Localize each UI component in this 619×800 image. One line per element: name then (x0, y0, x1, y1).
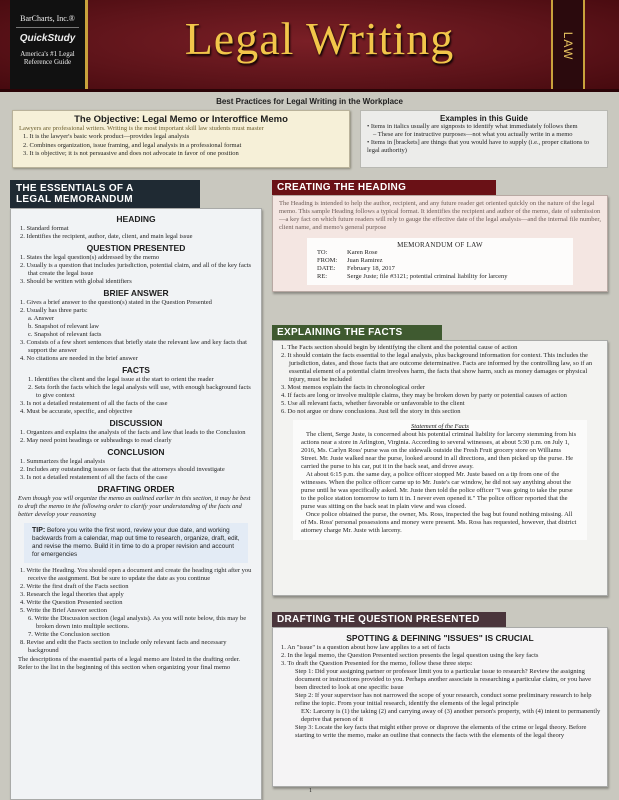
page-subtitle: Best Practices for Legal Writing in the Workplace (216, 97, 403, 106)
list-item: 2. May need point headings or subheadings to read clearly (20, 437, 172, 444)
subheading-drafting-order: DRAFTING ORDER (97, 484, 175, 494)
list-item: 3. Research the legal theories that apply (20, 591, 124, 598)
list-item: 2. Sets forth the facts which the legal analysis will use, with enough background facts to give context (28, 384, 251, 399)
list-item: b. Snapshot of relevant law (28, 323, 99, 330)
memo-row-re (317, 273, 563, 281)
list-item: 1. Gives a brief answer to the question(s) stated in the Question Presented (20, 299, 212, 306)
brand-block (10, 0, 88, 92)
list-item: 2. In the legal memo, the Question Presented section presents the legal question using the key facts (281, 652, 539, 659)
list-item: 4. No citations are needed in the brief answer (20, 355, 138, 362)
examples-line: • Items in italics usually are signposts to identify what immediately follows them (367, 123, 578, 130)
list-item: 7. Write the Conclusion section (28, 631, 110, 638)
list-item: 3. Consists of a few short sentences that briefly state the relevant law and key facts that support the answer (20, 339, 247, 354)
statement-of-facts (293, 420, 587, 540)
explaining-facts-header: EXPLAINING THE FACTS (272, 325, 442, 340)
essentials-header-line-1: THE ESSENTIALS OF A (16, 183, 134, 194)
list-item: 1. Write the Heading. You should open a document and create the heading right after you receive the assignment. But be sure to update the date as you continue (20, 567, 252, 582)
creating-heading-text: The Heading is intended to help the author, recipient, and any future reader get oriented quickly on the nature of the legal memo. This sample Heading follows a typical format. It identifies the recipient and author of the memo, date of submission—a key fact on which future readers will rely to gauge the effective date of the legal analysis—and the internal file number, client name, and memo's general purpose (279, 200, 601, 231)
example-item: EX: Larceny is (1) the taking (2) and carrying away of (3) another person's property, with (4) intent to permanently deprive that person of it (301, 708, 601, 723)
list-item: a. Answer (28, 315, 54, 322)
list-item: c. Snapshot of relevant facts (28, 331, 102, 338)
drafting-question-header: DRAFTING THE QUESTION PRESENTED (272, 612, 506, 627)
memo-key: RE: (317, 273, 328, 280)
list-item: 1. Organizes and explains the analysis of the facts and law that leads to the Conclusion (20, 429, 246, 436)
memo-value: Juan Ramirez (347, 257, 383, 264)
drafting-outro: The descriptions of the essential parts of a legal memo are listed in the drafting order. Refer to the list in the beginning of this section when organizing your final memo (18, 656, 241, 671)
spine-label-box (551, 0, 585, 92)
tip-text: Before you write the first word, review your due date, and working backwards from a calendar, map out time to research, organize, draft, edit, and revise the memo. Build it in time to do a proper revision and account for emergencies (32, 527, 240, 558)
memo-title: MEMORANDUM OF LAW (397, 241, 483, 249)
statement-paragraph: The client, Serge Juste, is concerned about his potential criminal liability for larceny stemming from his actions near a store in Arlington, Virginia. According to several witnesses, at about 5:30 p.m. on July 1, 2016, Ms. Carlyn Ross' purse was on the sidewalk outside the Fresh Fruit grocery store on Williams Street. Mr. Juste walked near the purse, looked around in all directions, and then picked up the purse. He carried the purse to his car, put it in the back seat, and drove away. (301, 431, 577, 470)
list-item: 4. Must be accurate, specific, and objective (20, 408, 133, 415)
memo-key: TO: (317, 249, 328, 256)
list-item: 1. The Facts section should begin by identifying the client and the potential cause of action (281, 344, 518, 351)
objective-title: The Objective: Legal Memo or Interoffice Memo (74, 114, 288, 125)
memo-key: FROM: (317, 257, 338, 264)
step-item: Step 1: Did your assigning partner or professor limit you to a particular issue to research? Review the assigning document or instructions provided to you. Perhaps another associate is researching a particular claim, or you have been directed to look at one specific issue (295, 668, 592, 691)
tagline-2: Reference Guide (23, 58, 72, 66)
essentials-header (10, 180, 200, 208)
memo-value: February 18, 2017 (347, 265, 395, 272)
essentials-body (10, 208, 262, 800)
essentials-section (10, 180, 262, 800)
subheading-conclusion: CONCLUSION (107, 447, 165, 457)
creating-heading-section (272, 180, 608, 292)
subheading-question: QUESTION PRESENTED (86, 243, 186, 253)
list-item: 3. Is not a detailed restatement of all the facts of the case (20, 400, 168, 407)
tip-box (24, 523, 248, 563)
memo-row-from (317, 257, 563, 265)
list-item: 2. Includes any outstanding issues or facts that the attorneys should investigate (20, 466, 225, 473)
tagline-1: America's #1 Legal (20, 50, 75, 58)
memo-sample (307, 238, 573, 285)
list-item: 2. Usually is a question that includes jurisdiction, potential claim, and all of the key facts that create the legal issue (20, 262, 252, 277)
step-item: Step 2: If your supervisor has not narrowed the scope of your research, conduct some preliminary research to help refine the topic. From your initial research, identify the elements of the legal principle (295, 692, 592, 707)
statement-paragraph: Once police obtained the purse, the owner, Ms. Ross, inspected the bag but found nothing missing. All of Ms. Ross' personal possessions and money were present. Ms. Ross has requested, however, that district attorney charge Mr. Juste with larceny. (301, 511, 577, 534)
list-item: 3. Should be written with global identifiers (20, 278, 132, 285)
list-item: 1. Identifies the client and the legal issue at the start to orient the reader (28, 376, 214, 383)
memo-key: DATE: (317, 265, 336, 272)
creating-heading-body (272, 195, 608, 292)
list-item: 8. Revise and edit the Facts section to include only relevant facts and necessary background (20, 639, 227, 654)
examples-title: Examples in this Guide (439, 114, 529, 123)
spine-label: LAW (561, 31, 575, 61)
subheading-brief-answer: BRIEF ANSWER (103, 288, 169, 298)
list-item: 2. Write the first draft of the Facts section (20, 583, 129, 590)
series-logo: QuickStudy (19, 33, 76, 44)
list-item: 6. Write the Discussion section (legal analysis). As you will note below, this may be broken down into multiple sections. (28, 615, 247, 630)
explaining-facts-section (272, 325, 608, 596)
objective-item: 3. It is objective; it is not persuasive and does not advocate in favor of one position (23, 150, 239, 157)
list-item: 1. Standard format (20, 225, 69, 232)
objective-item: 1. It is the lawyer's basic work product—provides legal analysis (23, 133, 190, 140)
explaining-facts-body (272, 340, 608, 596)
list-item: 5. Write the Brief Answer section (20, 607, 107, 614)
objective-item: 2. Combines organization, issue framing, and legal analysis in a professional format (23, 141, 242, 149)
examples-box (360, 110, 608, 168)
list-item: 2. Identifies the recipient, author, date, client, and main legal issue (20, 233, 193, 240)
list-item: 2. It should contain the facts essential to the legal analysis, plus background information for context. This includes the jurisdiction, dates, and those facts that are outcome determinative. Facts are informed by the controlling law, so if an essential element of a potential claim involves harm, the facts that show harm, such as money damages or physical injury, must be included (281, 352, 593, 383)
list-item: 5. Use all relevant facts, whether favorable or unfavorable to the client (281, 400, 465, 407)
statement-paragraph: At about 6:15 p.m. the same day, a police officer stopped Mr. Juste based on a tip from one of the witnesses. When the police officer came up to Mr. Juste's car window, he did not say anything about the purse until he was specifically asked. Mr. Juste then told the police officer "I was going to take the purse to the police station tomorrow to turn it in. I never even opened it." The police officer reported that the purse was sitting on the back seat in plain view and was closed. (301, 471, 573, 510)
memo-value: Karen Rose (347, 249, 378, 256)
list-item: 1. An "issue" is a question about how law applies to a set of facts (281, 644, 451, 651)
statement-title: Statement of the Facts (411, 423, 469, 430)
subheading-discussion: DISCUSSION (109, 418, 163, 428)
examples-line: • Items in [brackets] are things that you would have to supply (i.e., proper citations to legal authority) (367, 139, 590, 154)
list-item: 1. Summarizes the legal analysis (20, 458, 106, 465)
subheading-facts: FACTS (122, 365, 150, 375)
list-item: 4. Write the Question Presented section (20, 599, 123, 606)
list-item: 3. Is not a detailed restatement of all the facts of the case (20, 474, 168, 481)
step-item: Step 3: Locate the key facts that might either prove or disprove the elements of the crime or legal theory. Before starting to write the memo, make an outline that connects the facts with the elements of the legal theory (295, 724, 587, 739)
list-item: 6. Do not argue or draw conclusions. Just tell the story in this section (281, 408, 461, 415)
list-item: 4. If facts are long or involve multiple claims, they may be broken down by party or potential causes of action (281, 392, 567, 399)
memo-row-date (317, 265, 563, 273)
objective-box (12, 110, 350, 168)
memo-row-to (317, 249, 563, 257)
objective-intro: Lawyers are professional writers. Writing is the most important skill law students must master (19, 125, 264, 132)
tip-label: TIP: (32, 527, 46, 534)
memo-value: Serge Juste; file #3121; potential criminal liability for larceny (347, 273, 508, 280)
list-item: 3. Most memos explain the facts in chronological order (281, 384, 425, 391)
drafting-question-section (272, 612, 608, 787)
list-item: 1. States the legal question(s) addressed by the memo (20, 254, 160, 261)
drafting-intro: Even though you will organize the memo as outlined earlier in this section, it may be best to draft the memo in the following order to clarify your understanding of the facts and better develop your reasoning (18, 495, 251, 518)
creating-heading-header: CREATING THE HEADING (272, 180, 496, 195)
page-number: 1 (309, 788, 312, 794)
subheading-heading: HEADING (116, 214, 156, 224)
page-title: Legal Writing (184, 13, 455, 64)
essentials-header-line-2: LEGAL MEMORANDUM (16, 194, 133, 205)
drafting-question-subtitle: SPOTTING & DEFINING "ISSUES" IS CRUCIAL (346, 633, 534, 643)
list-item: 3. To draft the Question Presented for the memo, follow these three steps: (281, 660, 473, 667)
drafting-question-body (272, 627, 608, 787)
examples-line: – These are for instructive purposes—not what you actually write in a memo (373, 131, 573, 138)
publisher-label: BarCharts, Inc.® (16, 14, 79, 28)
list-item: 2. Usually has three parts: (20, 307, 88, 314)
header-banner (0, 0, 619, 92)
